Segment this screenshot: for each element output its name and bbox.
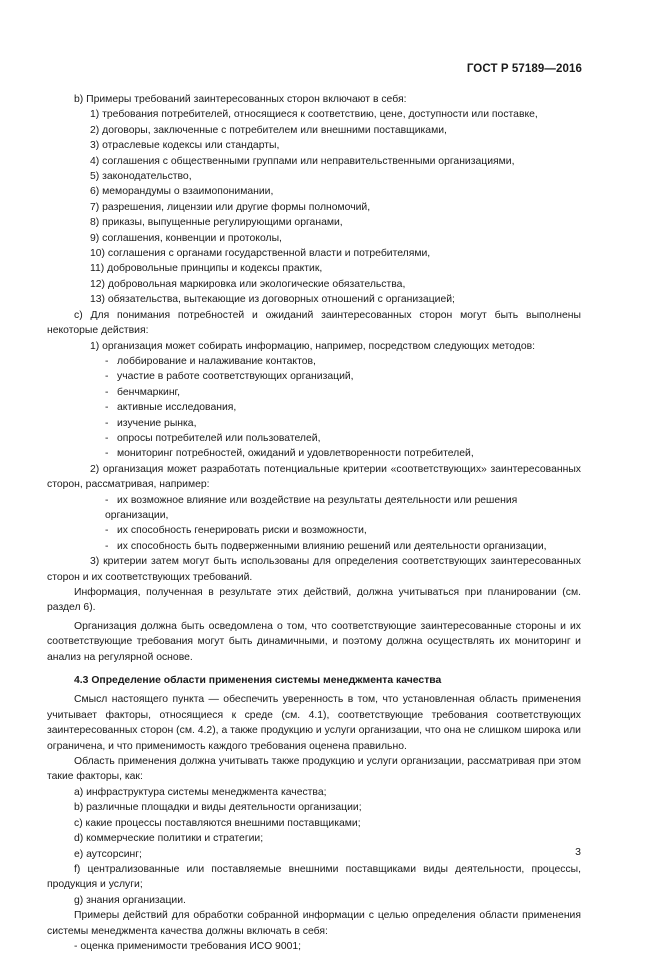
list-item: - их способность быть подверженными влиянию решений или деятельности организации,: [47, 539, 581, 554]
list-item: 10) соглашения с органами государственной власти и потребителями,: [90, 248, 431, 260]
list-b-requirements: [47, 107, 581, 307]
paragraph-info: Информация, полученная в результате этих действий, должна учитываться при планировании (см. раздел 6).: [47, 587, 581, 614]
dash-bullet: -: [105, 448, 109, 460]
list-item: g) знания организации.: [74, 894, 186, 906]
list-item: 12) добровольная маркировка или экологические обязательства,: [90, 278, 406, 290]
list-item: e) аутсорсинг;: [74, 848, 142, 860]
paragraph-examples-intro: Примеры действий для обработки собранной информации с целью определения области применения системы менеджмента качества должны включать в себя:: [47, 910, 581, 937]
paragraph-c2-intro: 2) организация может разработать потенциальные критерии «соответствующих» заинтересованных сторон, рассматривая, например:: [47, 463, 581, 491]
list-item: - изучение рынка,: [47, 416, 581, 431]
list-item: d) коммерческие политики и стратегии;: [74, 833, 264, 845]
dash-bullet: -: [105, 494, 109, 506]
list-item: - бенчмаркинг,: [47, 385, 581, 400]
dash-bullet: -: [105, 417, 109, 429]
list-item: 8) приказы, выпущенные регулирующими органами,: [90, 217, 343, 229]
list-scope-factors: [47, 785, 581, 908]
list-item: - их возможное влияние или воздействие на результаты деятельности или решения организации,: [105, 494, 518, 521]
list-item: 11) добровольные принципы и кодексы практик,: [90, 263, 323, 275]
document-standard-code: ГОСТ Р 57189—2016: [466, 63, 582, 75]
paragraph-scope-intro: Область применения должна учитывать также продукцию и услуги организации, рассматривая при этом такие факторы, как:: [47, 756, 581, 783]
document-body: [47, 92, 581, 954]
list-item: c) какие процессы поставляются внешними поставщиками;: [74, 817, 361, 829]
paragraph-c-intro: c) Для понимания потребностей и ожиданий заинтересованных сторон могут быть выполнены некоторые действия:: [47, 309, 581, 337]
paragraph-c3: 3) критерии затем могут быть использованы для определения соответствующих заинтересованных сторон и их соответствующих требований.: [47, 556, 581, 583]
list-c1-methods: [47, 354, 581, 462]
list-item: 2) договоры, заключенные с потребителем или внешними поставщиками,: [90, 124, 447, 136]
list-item: - опросы потребителей или пользователей,: [47, 431, 581, 446]
paragraph-meaning: Смысл настоящего пункта — обеспечить уверенность в том, что установленная область применения учитывает факторы, относящиеся к среде (см. 4.1), соответствующие требования соответствующих заинтересованных сторон (см. 4.2), а также продукцию и услуги организации, что она не слишком широка или ограничена, и что применимость каждого требования оценена правильно.: [47, 694, 581, 752]
dash-bullet: -: [105, 386, 109, 398]
list-item: - лоббирование и налаживание контактов,: [47, 354, 581, 369]
list-item: 4) соглашения с общественными группами или неправительственными организациями,: [90, 155, 515, 167]
page-number: 3: [575, 846, 581, 858]
list-c2-criteria: [47, 493, 581, 555]
dash-bullet: -: [105, 402, 109, 414]
dash-bullet: -: [105, 371, 109, 383]
list-item: 9) соглашения, конвенции и протоколы,: [90, 232, 282, 244]
list-item: 13) обязательства, вытекающие из договорных отношений с организацией;: [90, 294, 455, 306]
list-item: f) централизованные или поставляемые внешними поставщиками виды деятельности, процессы, продукция и услуги;: [47, 863, 581, 891]
paragraph-aware: Организация должна быть осведомлена о том, что соответствующие заинтересованные стороны и их соответствующие требования могут быть динамичными, и поэтому должна осуществлять их мониторинг и анализ на регулярной основе.: [47, 620, 581, 663]
list-item: 1) требования потребителей, относящиеся к соответствию, цене, доступности или поставке,: [90, 109, 538, 121]
list-item: - активные исследования,: [47, 400, 581, 415]
list-item: a) инфраструктура системы менеджмента качества;: [74, 786, 327, 798]
dash-bullet: -: [105, 432, 109, 444]
dash-bullet: -: [105, 540, 109, 552]
list-item: b) различные площадки и виды деятельности организации;: [74, 802, 362, 814]
list-item: - участие в работе соответствующих организаций,: [47, 369, 581, 384]
list-item: 3) отраслевые кодексы или стандарты,: [90, 140, 280, 152]
paragraph-c1-intro: 1) организация может собирать информацию, например, посредством следующих методов:: [90, 340, 536, 352]
list-item: - оценка применимости требования ИСО 9001;: [74, 940, 302, 952]
section-title: 4.3 Определение области применения системы менеджмента качества: [74, 675, 442, 687]
list-item: - мониторинг потребностей, ожиданий и удовлетворенности потребителей,: [47, 446, 581, 461]
dash-bullet: -: [105, 355, 109, 367]
list-item: 7) разрешения, лицензии или другие формы полномочий,: [90, 201, 371, 213]
list-item: 5) законодательство,: [90, 171, 192, 183]
paragraph-b-intro: b) Примеры требований заинтересованных сторон включают в себя:: [74, 94, 407, 105]
list-item: - их способность генерировать риски и возможности,: [47, 523, 581, 538]
dash-bullet: -: [105, 525, 109, 537]
list-item: 6) меморандумы о взаимопонимании,: [90, 186, 274, 198]
